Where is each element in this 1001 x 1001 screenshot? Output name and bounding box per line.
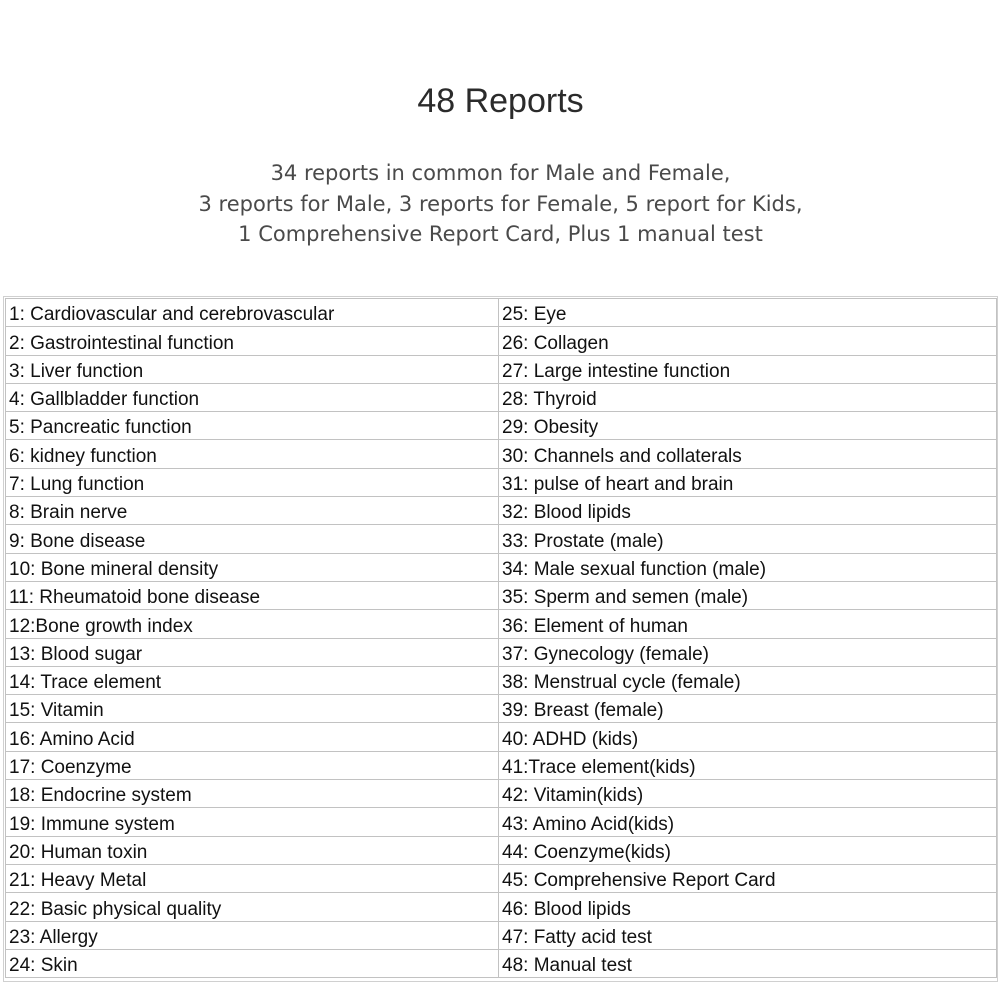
- report-item-right: 32: Blood lipids: [499, 497, 997, 525]
- report-item-right: 37: Gynecology (female): [499, 638, 997, 666]
- report-item-left: 11: Rheumatoid bone disease: [6, 581, 499, 609]
- table-row: [6, 327, 997, 355]
- subtitle-line: 1 Comprehensive Report Card, Plus 1 manual test: [238, 222, 763, 246]
- page-title: 48 Reports: [417, 82, 584, 120]
- table-row: [6, 638, 997, 666]
- report-item-right: 43: Amino Acid(kids): [499, 808, 997, 836]
- report-item-left: 4: Gallbladder function: [6, 383, 499, 411]
- subtitle-line: 34 reports in common for Male and Female,: [270, 161, 731, 185]
- report-item-right: 38: Menstrual cycle (female): [499, 666, 997, 694]
- table-row: [6, 808, 997, 836]
- report-item-left: 19: Immune system: [6, 808, 499, 836]
- report-item-left: 5: Pancreatic function: [6, 412, 499, 440]
- report-item-left: 22: Basic physical quality: [6, 893, 499, 921]
- report-item-left: 18: Endocrine system: [6, 780, 499, 808]
- report-item-left: 20: Human toxin: [6, 836, 499, 864]
- report-item-right: 31: pulse of heart and brain: [499, 468, 997, 496]
- report-item-left: 23: Allergy: [6, 921, 499, 949]
- table-row: [6, 553, 997, 581]
- table-row: [6, 893, 997, 921]
- table-row: [6, 355, 997, 383]
- report-item-right: 39: Breast (female): [499, 695, 997, 723]
- report-item-left: 2: Gastrointestinal function: [6, 327, 499, 355]
- table-row: [6, 666, 997, 694]
- report-item-left: 10: Bone mineral density: [6, 553, 499, 581]
- report-item-left: 12:Bone growth index: [6, 610, 499, 638]
- table-row: [6, 497, 997, 525]
- report-item-right: 36: Element of human: [499, 610, 997, 638]
- report-item-left: 24: Skin: [6, 949, 499, 977]
- report-item-right: 47: Fatty acid test: [499, 921, 997, 949]
- table-row: [6, 836, 997, 864]
- table-row: [6, 581, 997, 609]
- report-item-left: 7: Lung function: [6, 468, 499, 496]
- report-item-left: 15: Vitamin: [6, 695, 499, 723]
- table-row: [6, 412, 997, 440]
- table-row: [6, 864, 997, 892]
- report-item-right: 28: Thyroid: [499, 383, 997, 411]
- reports-table-body: [6, 299, 997, 978]
- report-item-right: 42: Vitamin(kids): [499, 780, 997, 808]
- report-item-right: 40: ADHD (kids): [499, 723, 997, 751]
- table-row: [6, 695, 997, 723]
- reports-table: [5, 298, 997, 978]
- table-row: [6, 468, 997, 496]
- report-item-left: 17: Coenzyme: [6, 751, 499, 779]
- report-item-left: 1: Cardiovascular and cerebrovascular: [6, 299, 499, 327]
- report-item-right: 26: Collagen: [499, 327, 997, 355]
- table-row: [6, 921, 997, 949]
- report-item-right: 41:Trace element(kids): [499, 751, 997, 779]
- report-item-left: 21: Heavy Metal: [6, 864, 499, 892]
- table-row: [6, 610, 997, 638]
- report-item-right: 45: Comprehensive Report Card: [499, 864, 997, 892]
- report-item-right: 27: Large intestine function: [499, 355, 997, 383]
- report-item-right: 44: Coenzyme(kids): [499, 836, 997, 864]
- table-row: [6, 383, 997, 411]
- table-row: [6, 525, 997, 553]
- table-row: [6, 780, 997, 808]
- report-item-left: 8: Brain nerve: [6, 497, 499, 525]
- table-row: [6, 299, 997, 327]
- report-item-left: 9: Bone disease: [6, 525, 499, 553]
- report-item-right: 33: Prostate (male): [499, 525, 997, 553]
- report-item-left: 13: Blood sugar: [6, 638, 499, 666]
- table-row: [6, 723, 997, 751]
- report-item-left: 14: Trace element: [6, 666, 499, 694]
- table-row: [6, 751, 997, 779]
- table-row: [6, 440, 997, 468]
- report-item-right: 29: Obesity: [499, 412, 997, 440]
- report-item-left: 6: kidney function: [6, 440, 499, 468]
- report-item-right: 30: Channels and collaterals: [499, 440, 997, 468]
- report-item-right: 34: Male sexual function (male): [499, 553, 997, 581]
- report-item-right: 48: Manual test: [499, 949, 997, 977]
- subtitle-line: 3 reports for Male, 3 reports for Female, 5 report for Kids,: [198, 191, 803, 216]
- report-item-right: 25: Eye: [499, 299, 997, 327]
- table-row: [6, 949, 997, 977]
- page-subtitle: [0, 158, 1001, 250]
- report-item-right: 35: Sperm and semen (male): [499, 581, 997, 609]
- report-item-left: 3: Liver function: [6, 355, 499, 383]
- report-item-right: 46: Blood lipids: [499, 893, 997, 921]
- report-item-left: 16: Amino Acid: [6, 723, 499, 751]
